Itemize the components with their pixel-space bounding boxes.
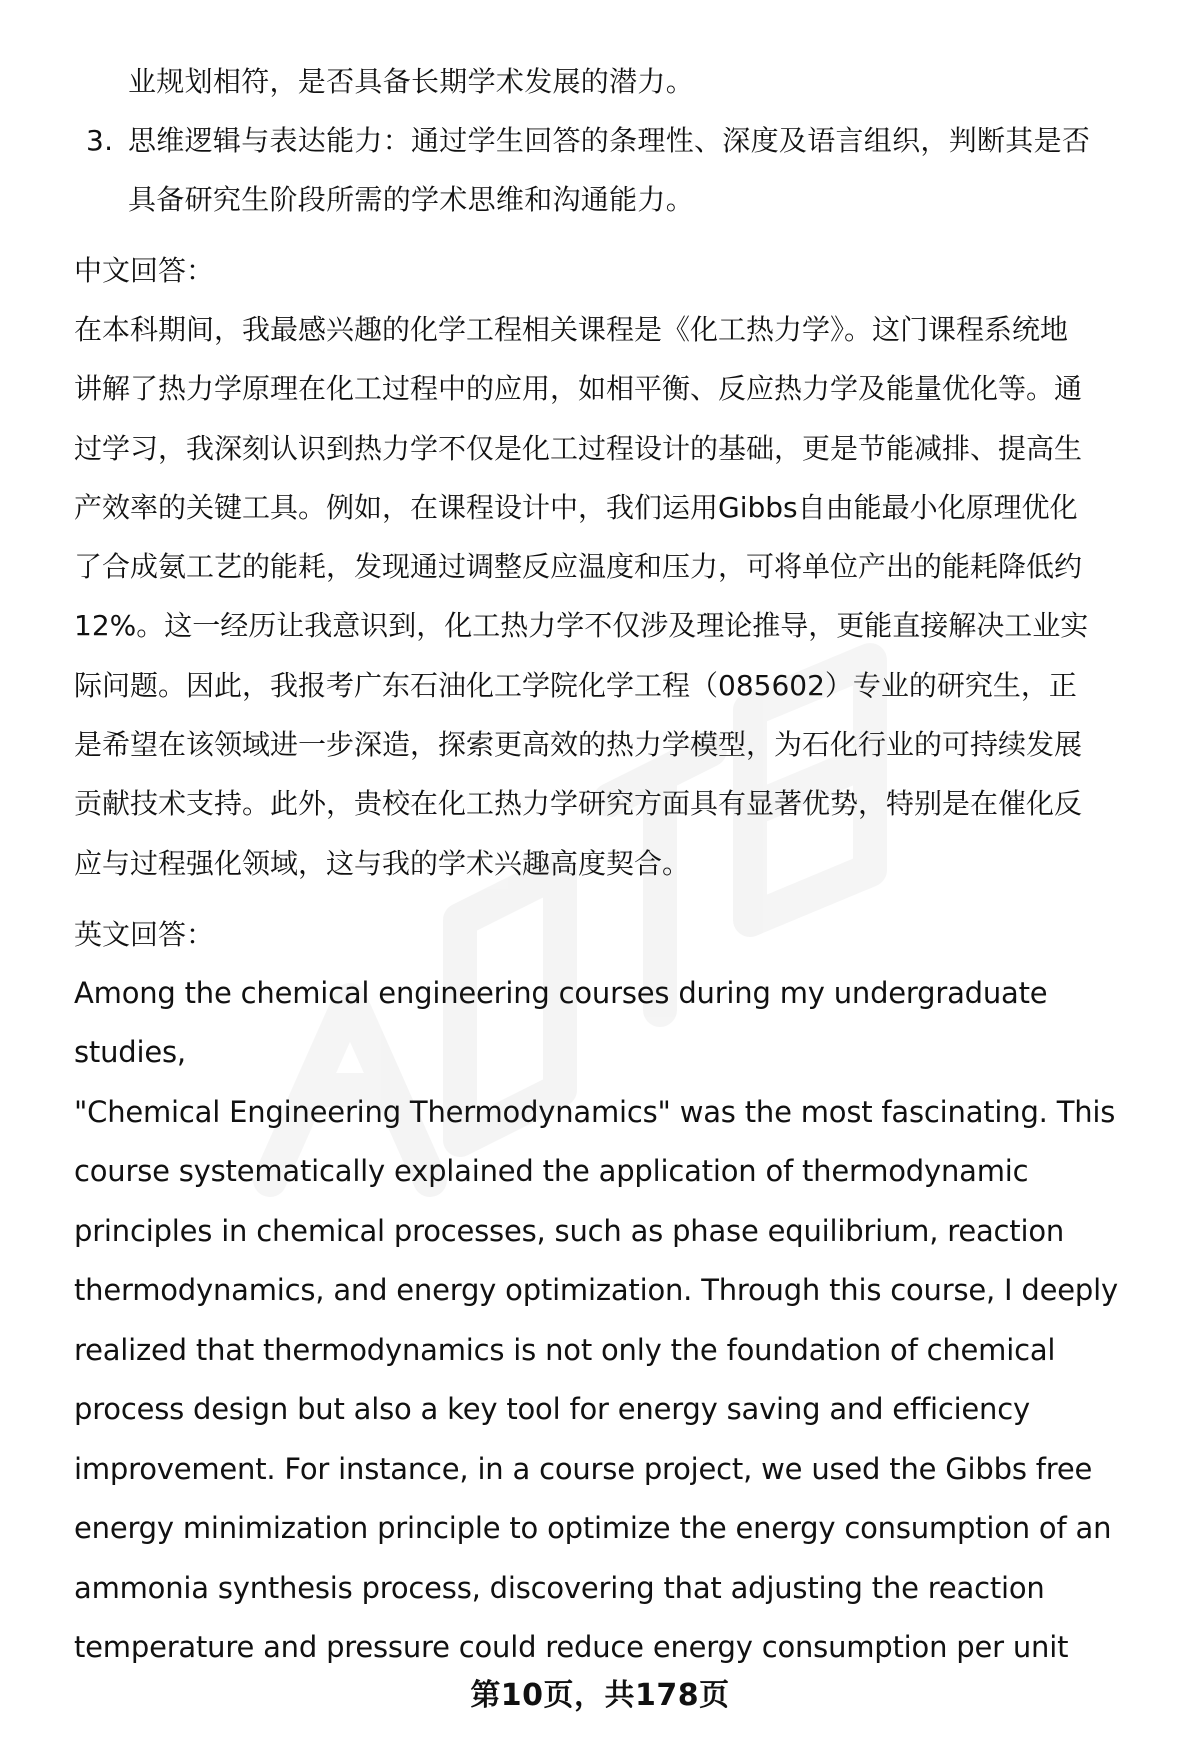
list-item-line: 思维逻辑与表达能力：通过学生回答的条理性、深度及语言组织，判断其是否: [128, 124, 1091, 157]
english-answer-heading: 英文回答：: [74, 917, 215, 951]
paragraph-line: 际问题。因此，我报考广东石油化工学院化学工程（085602）专业的研究生，正: [74, 668, 1077, 702]
paragraph-line: 贡献技术支持。此外，贵校在化工热力学研究方面具有显著优势，特别是在催化反: [74, 787, 1083, 821]
list-item-3: [74, 111, 1154, 229]
paragraph-line: course systematically explained the application of thermodynamic: [74, 1154, 1029, 1189]
paragraph-line: realized that thermodynamics is not only the foundation of chemical: [74, 1332, 1056, 1367]
paragraph-line: principles in chemical processes, such as phase equilibrium, reaction: [74, 1213, 1065, 1248]
paragraph-line: 了合成氨工艺的能耗，发现通过调整反应温度和压力，可将单位产出的能耗降低约: [74, 550, 1083, 584]
list-item-continuation: 业规划相符，是否具备长期学术发展的潜力。: [128, 65, 695, 98]
paragraph-line: energy minimization principle to optimize the energy consumption of an: [74, 1511, 1112, 1546]
paragraph-line: Among the chemical engineering courses during my undergraduate studies,: [74, 975, 1048, 1070]
list-item-line: 具备研究生阶段所需的学术思维和沟通能力。: [128, 183, 695, 216]
english-answer-paragraph: [74, 964, 1154, 1678]
paragraph-line: 12%。这一经历让我意识到，化工热力学不仅涉及理论推导，更能直接解决工业实: [74, 609, 1089, 643]
chinese-answer-heading: 中文回答：: [74, 254, 215, 287]
paragraph-line: 过学习，我深刻认识到热力学不仅是化工过程设计的基础，更是节能减排、提高生: [74, 431, 1083, 465]
paragraph-line: 产效率的关键工具。例如，在课程设计中，我们运用Gibbs自由能最小化原理优化: [74, 490, 1078, 524]
paragraph-line: thermodynamics, and energy optimization. Through this course, I deeply: [74, 1273, 1118, 1308]
chinese-answer-paragraph: [74, 300, 1154, 893]
paragraph-line: 在本科期间，我最感兴趣的化学工程相关课程是《化工热力学》。这门课程系统地: [74, 313, 1069, 346]
paragraph-line: improvement. For instance, in a course project, we used the Gibbs free: [74, 1451, 1093, 1486]
paragraph-line: 讲解了热力学原理在化工过程中的应用，如相平衡、反应热力学及能量优化等。通: [74, 372, 1083, 406]
page-content: [74, 52, 1154, 1678]
paragraph-line: "Chemical Engineering Thermodynamics" was the most fascinating. This: [74, 1094, 1116, 1129]
paragraph-line: 应与过程强化领域，这与我的学术兴趣高度契合。: [74, 846, 691, 880]
paragraph-line: temperature and pressure could reduce energy consumption per unit: [74, 1630, 1069, 1665]
paragraph-line: ammonia synthesis process, discovering that adjusting the reaction: [74, 1570, 1045, 1605]
page-number-footer: 第10页，共178页: [470, 1678, 730, 1713]
paragraph-line: 是希望在该领域进一步深造，探索更高效的热力学模型，为石化行业的可持续发展: [74, 728, 1083, 762]
paragraph-line: process design but also a key tool for energy saving and efficiency: [74, 1392, 1030, 1427]
list-number: 3.: [86, 124, 114, 157]
